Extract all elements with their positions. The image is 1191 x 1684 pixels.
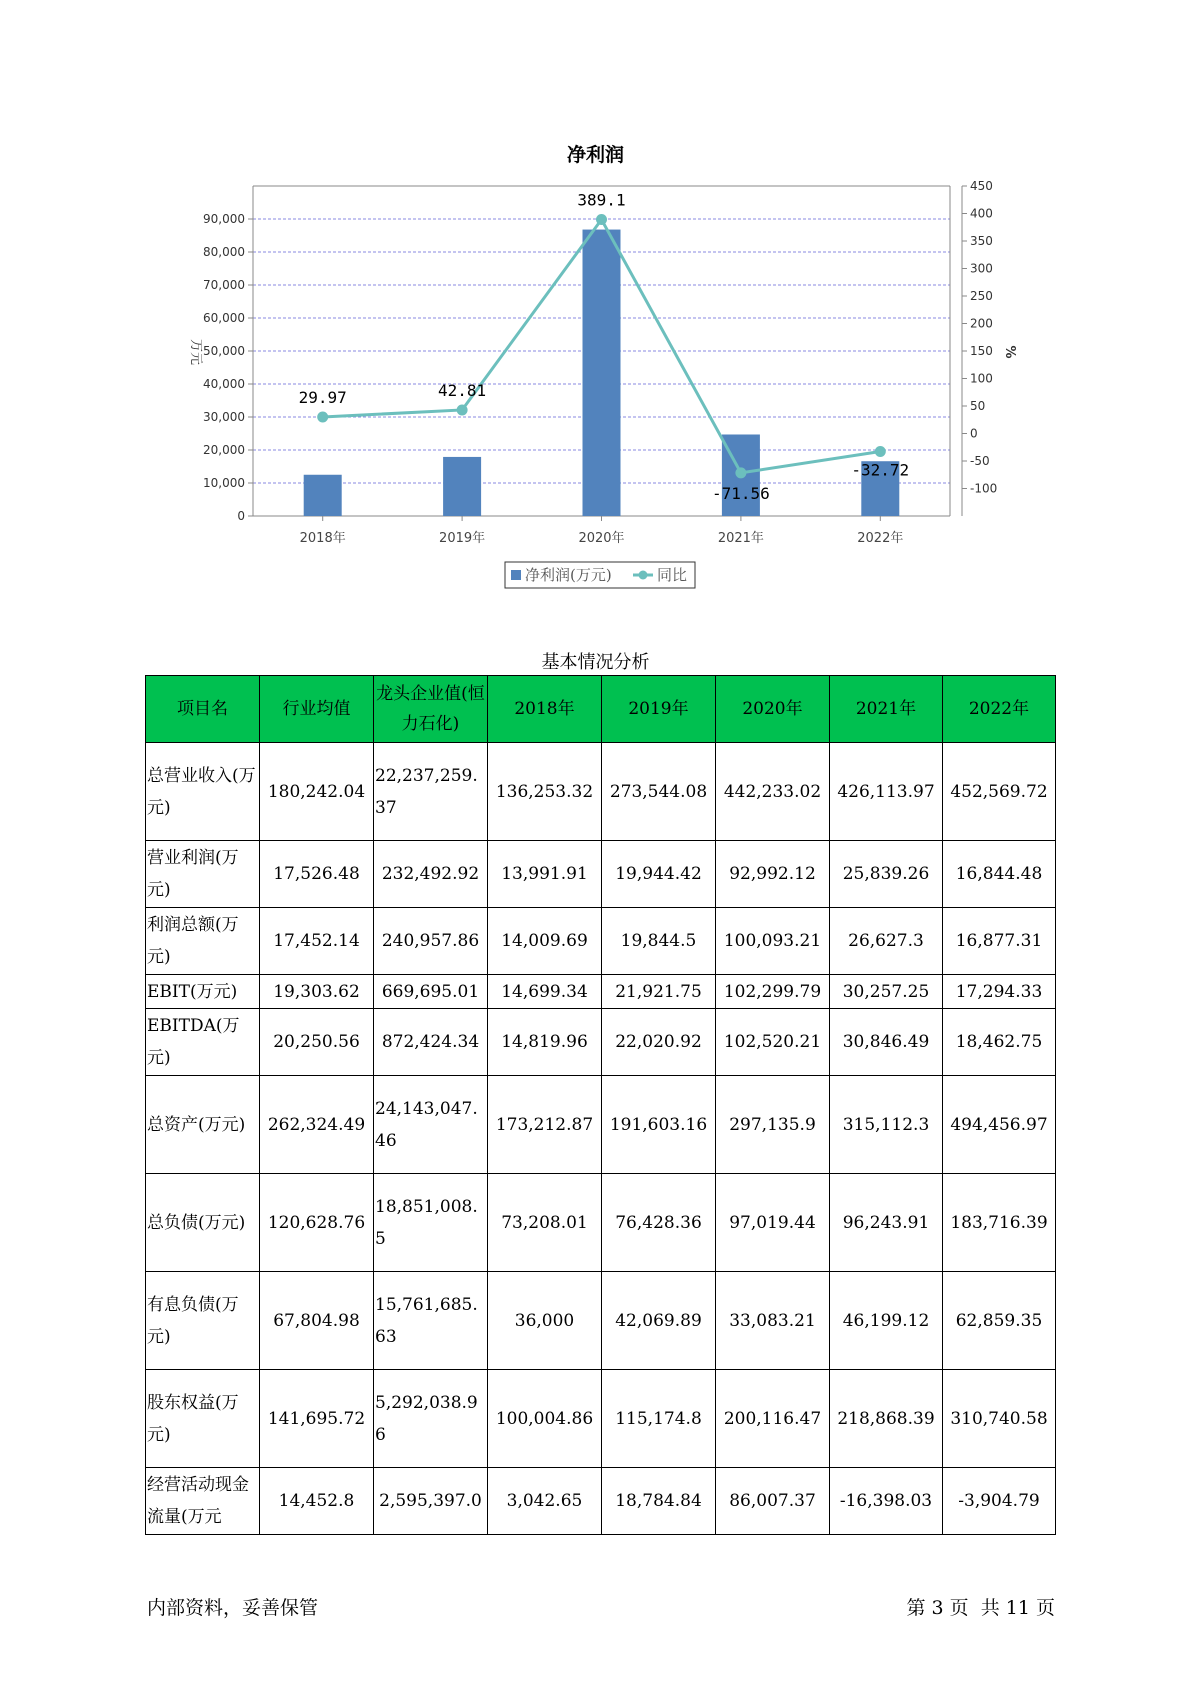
- table-row: [146, 1370, 1056, 1468]
- left-axis-tick-label: 50,000: [203, 344, 245, 358]
- table-header-cell: 2021年: [830, 676, 943, 743]
- table-cell: 22,237,259.37: [374, 743, 488, 841]
- table-cell: -16,398.03: [830, 1468, 943, 1535]
- table-cell: 426,113.97: [830, 743, 943, 841]
- footer-page-number: 第 3 页 共 11 页: [906, 1597, 1055, 1619]
- left-axis-tick-label: 10,000: [203, 476, 245, 490]
- table-cell: 14,009.69: [488, 908, 602, 975]
- right-axis-tick-label: -100: [970, 481, 998, 496]
- left-axis-tick-label: 80,000: [203, 245, 245, 259]
- table-cell: 17,452.14: [260, 908, 374, 975]
- right-axis-tick-label: 150: [970, 344, 993, 358]
- legend-swatch-bar: [511, 570, 521, 580]
- table-cell: 14,452.8: [260, 1468, 374, 1535]
- table-cell: 315,112.3: [830, 1076, 943, 1174]
- line-point-yoy: [457, 404, 468, 415]
- table-cell: 14,819.96: [488, 1009, 602, 1076]
- chart-title: 净利润: [566, 144, 624, 166]
- left-axis-tick-label: 40,000: [203, 377, 245, 391]
- table-cell: 494,456.97: [943, 1076, 1056, 1174]
- table-row-label: 总营业收入(万元): [146, 743, 260, 841]
- x-axis-tick-label: 2021年: [717, 531, 764, 546]
- table-cell: 76,428.36: [602, 1174, 716, 1272]
- right-axis-tick-label: 450: [970, 179, 993, 193]
- table-header-cell: 2022年: [943, 676, 1056, 743]
- table-row-label: EBITDA(万元): [146, 1009, 260, 1076]
- table-cell: 25,839.26: [830, 841, 943, 908]
- right-axis-tick-label: 0: [970, 426, 978, 441]
- table-cell: 14,699.34: [488, 975, 602, 1009]
- table-row: [146, 908, 1056, 975]
- table-cell: 200,116.47: [716, 1370, 830, 1468]
- table-cell: 218,868.39: [830, 1370, 943, 1468]
- table-cell: 297,135.9: [716, 1076, 830, 1174]
- bar-net-profit: [583, 230, 621, 516]
- legend-swatch-point: [639, 571, 648, 580]
- left-axis-tick-label: 60,000: [203, 311, 245, 325]
- table-cell: 19,944.42: [602, 841, 716, 908]
- x-axis-tick-label: 2020年: [578, 531, 625, 546]
- right-axis-title: %: [1002, 345, 1017, 359]
- table-cell: 30,257.25: [830, 975, 943, 1009]
- table-cell: 669,695.01: [374, 975, 488, 1009]
- table-cell: 16,844.48: [943, 841, 1056, 908]
- table-row-label: 总资产(万元): [146, 1076, 260, 1174]
- table-cell: 33,083.21: [716, 1272, 830, 1370]
- table-cell: 262,324.49: [260, 1076, 374, 1174]
- table-title: 基本情况分析: [541, 652, 650, 673]
- legend-label-bar: 净利润(万元): [525, 566, 612, 584]
- table-cell: 92,992.12: [716, 841, 830, 908]
- table-cell: 46,199.12: [830, 1272, 943, 1370]
- table-cell: 24,143,047.46: [374, 1076, 488, 1174]
- table-cell: 19,303.62: [260, 975, 374, 1009]
- line-data-label: 29.97: [298, 388, 347, 408]
- table-cell: 96,243.91: [830, 1174, 943, 1272]
- table-row-label: EBIT(万元): [146, 975, 260, 1009]
- table-cell: 26,627.3: [830, 908, 943, 975]
- table-cell: 115,174.8: [602, 1370, 716, 1468]
- right-axis-tick-label: 350: [970, 234, 993, 248]
- line-data-label: 389.1: [577, 190, 626, 210]
- bar-net-profit: [443, 457, 481, 516]
- table-row: [146, 1009, 1056, 1076]
- left-axis-tick-label: 70,000: [203, 278, 245, 292]
- right-axis-tick-label: -50: [970, 454, 990, 468]
- table-cell: 18,784.84: [602, 1468, 716, 1535]
- table-header-cell: 行业均值: [260, 676, 374, 743]
- table-cell: 13,991.91: [488, 841, 602, 908]
- x-axis-tick-label: 2019年: [439, 531, 486, 546]
- table-cell: 183,716.39: [943, 1174, 1056, 1272]
- table-cell: 18,851,008.5: [374, 1174, 488, 1272]
- line-data-label: 42.81: [438, 380, 487, 400]
- left-axis-tick-label: 30,000: [203, 410, 245, 424]
- table-cell: 42,069.89: [602, 1272, 716, 1370]
- table-cell: 62,859.35: [943, 1272, 1056, 1370]
- left-axis-tick-label: 0: [237, 509, 245, 523]
- table-cell: 20,250.56: [260, 1009, 374, 1076]
- table-row-label: 营业利润(万元): [146, 841, 260, 908]
- line-data-label: -32.72: [851, 460, 910, 480]
- table-cell: 102,299.79: [716, 975, 830, 1009]
- table-cell: 15,761,685.63: [374, 1272, 488, 1370]
- table-cell: 73,208.01: [488, 1174, 602, 1272]
- table-cell: 100,004.86: [488, 1370, 602, 1468]
- line-point-yoy: [596, 214, 607, 225]
- table-row: [146, 841, 1056, 908]
- right-axis-tick-label: 250: [970, 289, 993, 303]
- line-point-yoy: [735, 467, 746, 478]
- bar-net-profit: [304, 475, 342, 516]
- table-cell: 273,544.08: [602, 743, 716, 841]
- table-cell: 240,957.86: [374, 908, 488, 975]
- table-header-cell: 2019年: [602, 676, 716, 743]
- table-row: [146, 1076, 1056, 1174]
- left-axis-title: 万元: [188, 338, 203, 366]
- right-axis-tick-label: 300: [970, 261, 993, 276]
- table-row-label: 利润总额(万元): [146, 908, 260, 975]
- table-cell: 18,462.75: [943, 1009, 1056, 1076]
- table-row-label: 有息负债(万元): [146, 1272, 260, 1370]
- table-header-row: [146, 676, 1056, 743]
- table-cell: 67,804.98: [260, 1272, 374, 1370]
- net-profit-chart: [0, 0, 1191, 600]
- table-row-label: 股东权益(万元): [146, 1370, 260, 1468]
- x-axis-tick-label: 2018年: [299, 531, 346, 546]
- line-point-yoy: [317, 412, 328, 423]
- table-cell: 442,233.02: [716, 743, 830, 841]
- line-data-label: -71.56: [712, 483, 770, 503]
- table-cell: 872,424.34: [374, 1009, 488, 1076]
- table-cell: 232,492.92: [374, 841, 488, 908]
- table-row: [146, 1174, 1056, 1272]
- line-point-yoy: [875, 446, 886, 457]
- table-cell: 97,019.44: [716, 1174, 830, 1272]
- table-row: [146, 1468, 1056, 1535]
- table-cell: -3,904.79: [943, 1468, 1056, 1535]
- table-cell: 2,595,397.0: [374, 1468, 488, 1535]
- legend-label-line: 同比: [657, 566, 688, 584]
- table-cell: 180,242.04: [260, 743, 374, 841]
- right-axis-tick-label: 50: [970, 399, 986, 413]
- table-row-label: 经营活动现金流量(万元: [146, 1468, 260, 1535]
- table-cell: 21,921.75: [602, 975, 716, 1009]
- table-cell: 310,740.58: [943, 1370, 1056, 1468]
- table-row: [146, 743, 1056, 841]
- table-header-cell: 龙头企业值(恒力石化): [374, 676, 488, 743]
- table-cell: 191,603.16: [602, 1076, 716, 1174]
- table-cell: 100,093.21: [716, 908, 830, 975]
- table-row: [146, 975, 1056, 1009]
- basic-analysis-table: [145, 675, 1056, 1535]
- table-header-cell: 项目名: [146, 676, 260, 743]
- table-cell: 5,292,038.96: [374, 1370, 488, 1468]
- left-axis-tick-label: 90,000: [203, 212, 245, 226]
- table-cell: 17,526.48: [260, 841, 374, 908]
- table-cell: 173,212.87: [488, 1076, 602, 1174]
- table-row-label: 总负债(万元): [146, 1174, 260, 1272]
- right-axis-tick-label: 200: [970, 316, 993, 331]
- table-cell: 36,000: [488, 1272, 602, 1370]
- left-axis-tick-label: 20,000: [203, 443, 245, 457]
- table-header-cell: 2018年: [488, 676, 602, 743]
- table-cell: 16,877.31: [943, 908, 1056, 975]
- x-axis-tick-label: 2022年: [857, 531, 904, 546]
- table-row: [146, 1272, 1056, 1370]
- table-header-cell: 2020年: [716, 676, 830, 743]
- table-cell: 30,846.49: [830, 1009, 943, 1076]
- table-cell: 3,042.65: [488, 1468, 602, 1535]
- right-axis-tick-label: 400: [970, 206, 993, 221]
- footer-confidential-note: 内部资料，妥善保管: [147, 1597, 319, 1619]
- table-cell: 120,628.76: [260, 1174, 374, 1272]
- table-cell: 141,695.72: [260, 1370, 374, 1468]
- table-cell: 102,520.21: [716, 1009, 830, 1076]
- table-cell: 86,007.37: [716, 1468, 830, 1535]
- right-axis-tick-label: 100: [970, 371, 993, 386]
- table-cell: 19,844.5: [602, 908, 716, 975]
- table-cell: 136,253.32: [488, 743, 602, 841]
- table-cell: 452,569.72: [943, 743, 1056, 841]
- table-cell: 22,020.92: [602, 1009, 716, 1076]
- table-cell: 17,294.33: [943, 975, 1056, 1009]
